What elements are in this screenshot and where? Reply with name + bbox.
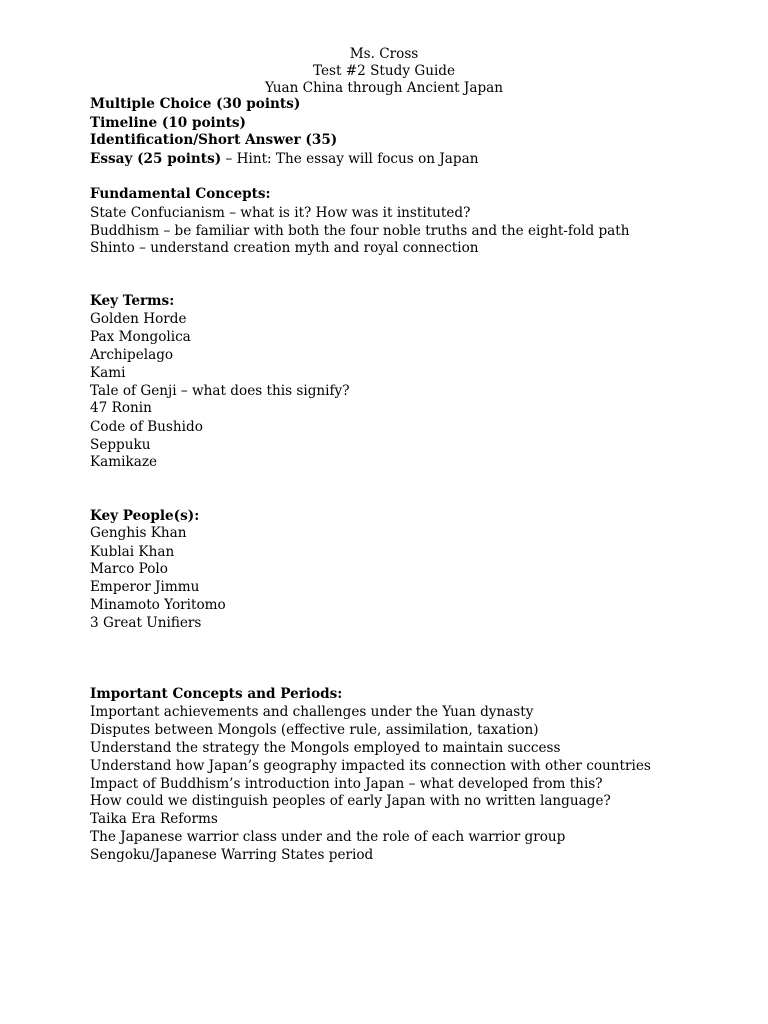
key-term-item: Pax Mongolica (90, 329, 191, 345)
important-concept-item: The Japanese warrior class under and the role of each warrior group (90, 829, 566, 845)
essay-hint: – Hint: The essay will focus on Japan (221, 151, 479, 167)
fundamental-concept-item: Buddhism – be familiar with both the four noble truths and the eight-fold path (90, 223, 630, 239)
key-term-item: Seppuku (90, 437, 151, 453)
important-concept-item: Impact of Buddhism’s introduction into Japan – what developed from this? (90, 776, 603, 792)
fundamental-concept-item: State Confucianism – what is it? How was it instituted? (90, 205, 471, 221)
key-person-item: Genghis Khan (90, 525, 187, 541)
key-person-item: Marco Polo (90, 561, 168, 577)
important-concepts-heading: Important Concepts and Periods: (90, 686, 343, 702)
document-title: Test #2 Study Guide (312, 63, 456, 79)
important-concept-item: Taika Era Reforms (90, 811, 218, 827)
key-person-item: Emperor Jimmu (90, 579, 200, 595)
key-term-item: Code of Bushido (90, 419, 203, 435)
important-concept-item: How could we distinguish peoples of early Japan with no written language? (90, 793, 611, 809)
key-terms-heading: Key Terms: (90, 293, 175, 309)
key-term-item: Golden Horde (90, 311, 187, 327)
document-subtitle: Yuan China through Ancient Japan (264, 80, 504, 96)
key-term-item: 47 Ronin (90, 400, 152, 416)
key-term-item: Kamikaze (90, 454, 158, 470)
key-term-item: Tale of Genji – what does this signify? (90, 383, 350, 399)
important-concept-item: Understand the strategy the Mongols employed to maintain success (90, 740, 561, 756)
important-concept-item: Sengoku/Japanese Warring States period (90, 847, 374, 863)
timeline-part: Timeline (10 points) (90, 115, 246, 131)
key-person-item: Kublai Khan (90, 544, 175, 560)
important-concept-item: Disputes between Mongols (effective rule, assimilation, taxation) (90, 722, 539, 738)
key-term-item: Kami (90, 365, 126, 381)
key-person-item: 3 Great Unifiers (90, 615, 202, 631)
fundamental-concepts-heading: Fundamental Concepts: (90, 186, 271, 202)
fundamental-concept-item: Shinto – understand creation myth and royal connection (90, 240, 479, 256)
identification-part: Identification/Short Answer (35) (90, 132, 338, 148)
teacher-name: Ms. Cross (349, 46, 419, 62)
important-concept-item: Understand how Japan’s geography impacted its connection with other countries (90, 758, 651, 774)
essay-label: Essay (25 points) (90, 151, 222, 167)
key-people-heading: Key People(s): (90, 508, 200, 524)
key-term-item: Archipelago (90, 347, 174, 363)
multiple-choice-part: Multiple Choice (30 points) (90, 96, 301, 112)
important-concept-item: Important achievements and challenges under the Yuan dynasty (90, 704, 534, 720)
essay-part (90, 150, 478, 168)
key-person-item: Minamoto Yoritomo (90, 597, 226, 613)
